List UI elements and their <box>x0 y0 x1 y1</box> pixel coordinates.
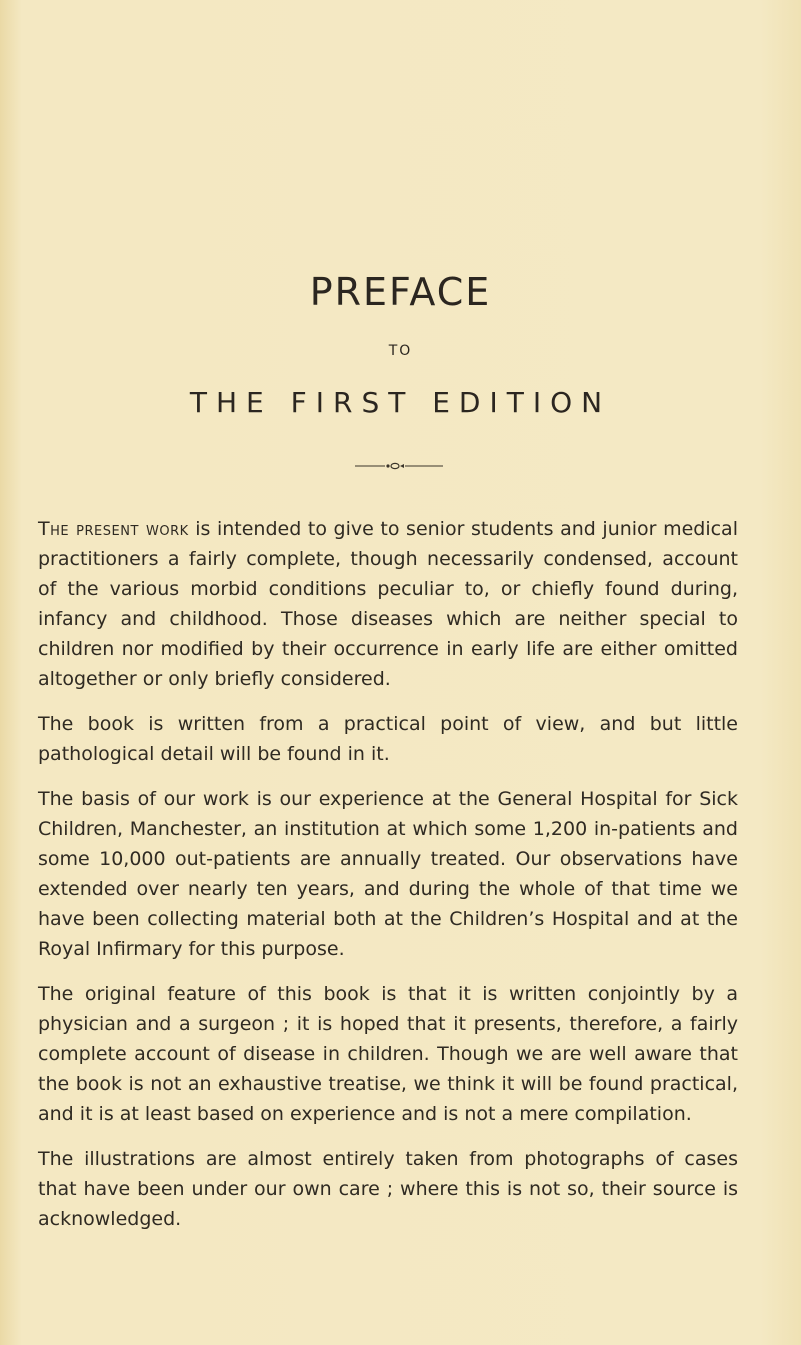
paragraph: The book is written from a practical point of view, and but little pathological detail will be found in it. <box>38 713 738 765</box>
paragraph: The present work is intended to give to senior students and junior medical practitioners a fairly complete, though necessarily condensed, account of the various morbid conditions peculiar to, or chiefly found during, infancy and childhood. Those diseases which are neither special to children nor modified by their occurrence in early life are either omitted altogether or only briefly considered. <box>38 518 738 690</box>
title-connector: TO <box>388 343 413 359</box>
paragraph: The original feature of this book is that it is written conjointly by a physician and a surgeon ; it is hoped that it presents, therefore, a fairly complete account of disease in children. Though we are well aware that the book is not an exhaustive treatise, we think it will be found practical, and it is at least based on experience and is not a mere compilation. <box>38 983 738 1125</box>
page-subtitle: THE FIRST EDITION <box>189 386 612 419</box>
paragraph: The illustrations are almost entirely taken from photographs of cases that have been under our own care ; where this is not so, their source is acknowledged. <box>38 1148 738 1230</box>
paragraph: The basis of our work is our experience at the General Hospital for Sick Children, Manchester, an institution at which some 1,200 in-patients and some 10,000 out-patients are annually treated. Our observations have extended over nearly ten years, and during the whole of that time we have been collecting material both at the Children’s Hospital and at the Royal Infirmary for this purpose. <box>38 788 738 960</box>
preface-body <box>38 514 738 1249</box>
page-title: PREFACE <box>309 270 492 314</box>
paragraph-lead: The present work <box>38 518 189 540</box>
ornament-divider <box>355 461 443 471</box>
